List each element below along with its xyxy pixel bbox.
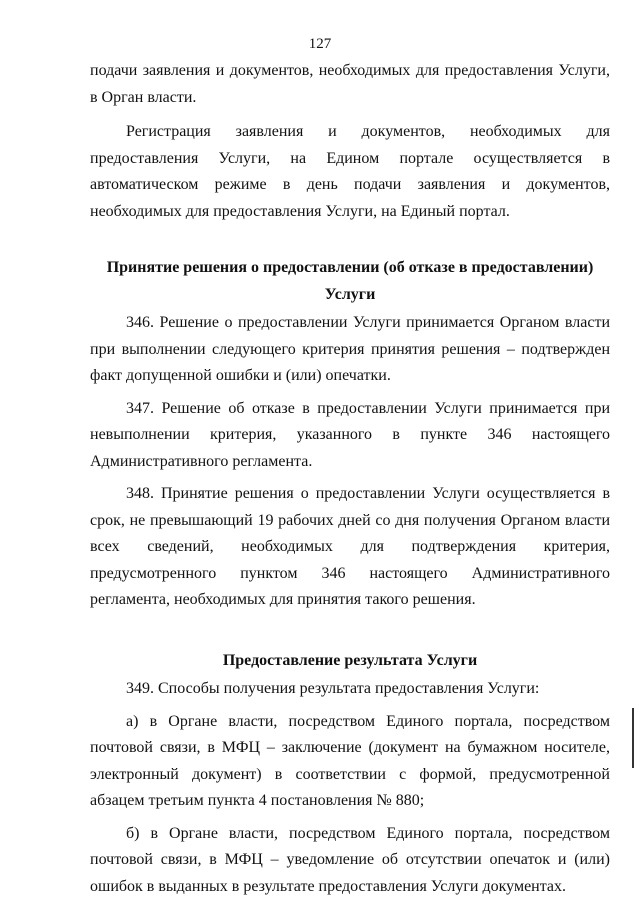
document-body [90,58,610,900]
page-number: 127 [308,36,332,52]
paragraph-346: 346. Решение о предоставлении Услуги принимается Органом власти при выполнении следующего критерия принятия решения – подтвержден факт допущенной ошибки и (или) опечатки. [90,314,610,384]
section-heading-decision: Принятие решения о предоставлении (об отказе в предоставлении) Услуги [106,259,594,303]
paragraph-continuation: подачи заявления и документов, необходимых для предоставления Услуги, в Орган власти. [90,62,610,106]
paragraph-348: 348. Принятие решения о предоставлении Услуги осуществляется в срок, не превышающий 19 рабочих дней со дня получения Органом власти всех сведений, необходимых для подтверждения критерия, предусмотренного пунктом 346 настоящего Административного регламента, необходимых для принятия такого решения. [90,485,610,608]
list-item-b: б) в Органе власти, посредством Единого портала, посредством почтовой связи, в МФЦ – уведомление об отсутствии опечаток и (или) ошибок в выданных в результате предоставления Услуги документах. [90,824,610,895]
paragraph-349: 349. Способы получения результата предоставления Услуги: [126,680,540,697]
list-item-a: а) в Органе власти, посредством Единого портала, посредством почтовой связи, в МФЦ – заключение (документ на бумажном носителе, электронный документ) в соответствии с формой, предусмотренной абзацем третьим пункта 4 постановления № 880; [90,712,610,809]
paragraph-347: 347. Решение об отказе в предоставлении Услуги принимается при невыполнении критерия, указанного в пункте 346 настоящего Административного регламента. [90,399,610,470]
paragraph-registration: Регистрация заявления и документов, необходимых для предоставления Услуги, на Едином портале осуществляется в автоматическом режиме в день подачи заявления и документов, необходимых для предоставления Услуги, на Единый портал. [90,123,610,220]
scan-edge-mark [632,708,634,768]
section-heading-result: Предоставление результата Услуги [222,651,478,669]
